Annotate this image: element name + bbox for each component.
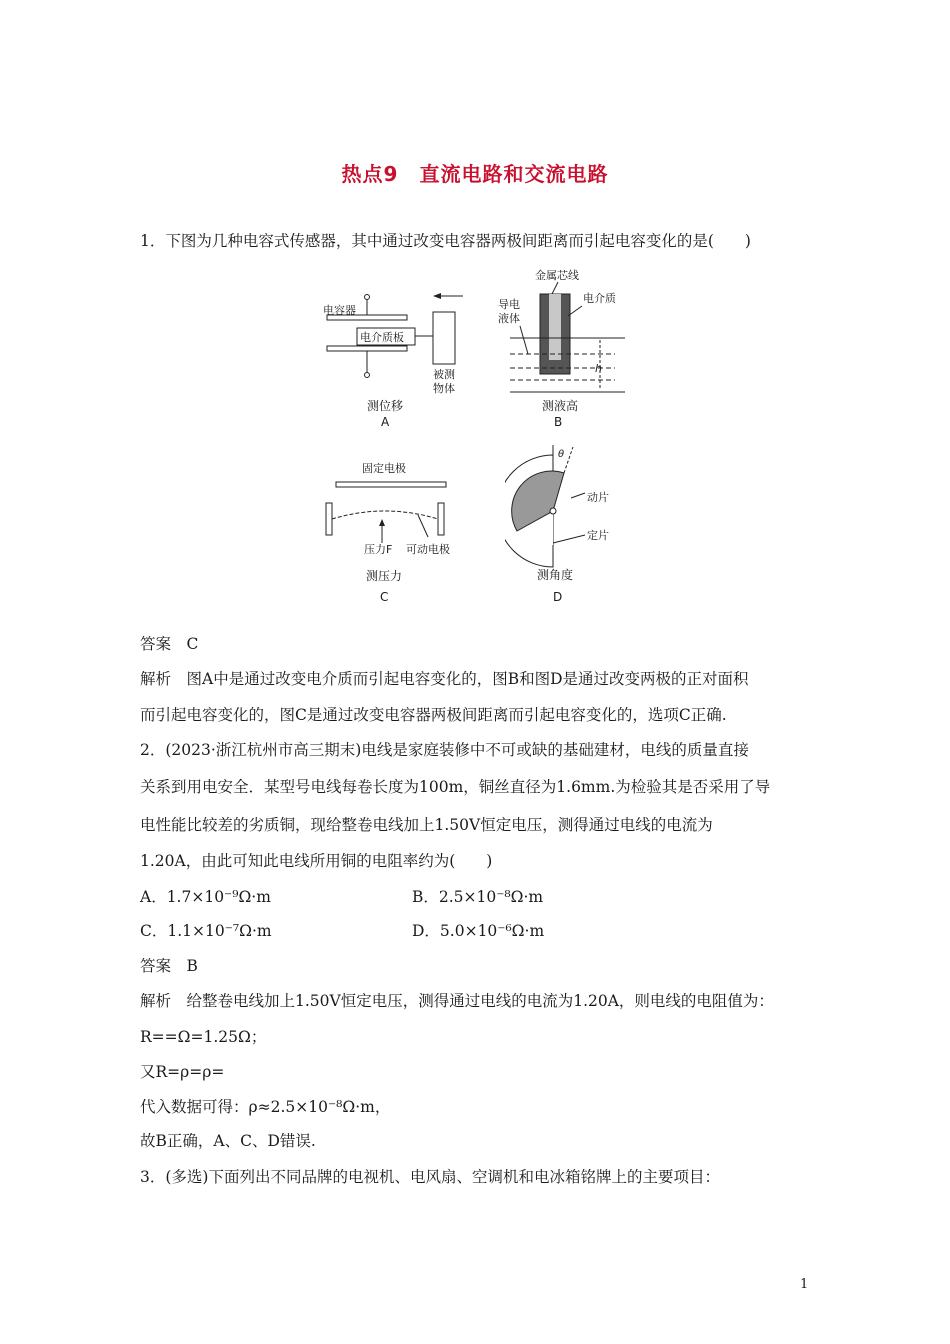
q2-stem-line-3: 电性能比较差的劣质铜，现给整卷电线加上1.50V恒定电压，测得通过电线的电流为	[140, 816, 713, 834]
fig-a-object-label-2: 物体	[433, 382, 455, 395]
fig-c-movable-label: 可动电极	[406, 543, 450, 556]
figure-c	[320, 455, 470, 605]
fig-d-fixed-label: 定片	[587, 529, 609, 542]
q2-option-a: A．1.7×10⁻⁹Ω·m	[140, 888, 271, 906]
q2-analysis-line-1: 解析 给整卷电线加上1.50V恒定电压，测得通过电线的电流为1.20A，则电线的电阻值为：	[140, 992, 774, 1010]
fig-d-caption: 测角度	[537, 568, 574, 582]
fig-b-h-label: h	[595, 362, 602, 375]
page-title: 热点9 直流电路和交流电路	[341, 162, 609, 186]
fig-b-liquid-label-2: 液体	[498, 312, 520, 325]
q2-option-c: C．1.1×10⁻⁷Ω·m	[140, 922, 272, 940]
q2-analysis-line-3: 又R=ρ=ρ=	[140, 1063, 225, 1081]
q2-option-d: D．5.0×10⁻⁶Ω·m	[412, 922, 545, 940]
q2-stem-line-1: 2．(2023·浙江杭州市高三期末)电线是家庭装修中不可或缺的基础建材，电线的质量直接	[140, 741, 749, 759]
fig-c-caption: 测压力	[366, 569, 403, 583]
q1-analysis-line-1: 解析 图A中是通过改变电介质而引起电容变化的，图B和图D是通过改变两极的正对面积	[140, 670, 749, 688]
q3-stem: 3．(多选)下面列出不同品牌的电视机、电风扇、空调机和电冰箱铭牌上的主要项目：	[140, 1168, 720, 1186]
page-number: 1	[800, 1277, 809, 1292]
q1-answer: 答案 C	[140, 635, 199, 653]
fig-b-core-label: 金属芯线	[535, 269, 579, 282]
fig-b-letter: B	[554, 415, 563, 429]
figure-a	[315, 285, 475, 430]
fig-c-letter: C	[380, 590, 389, 604]
q1-stem: 1．下图为几种电容式传感器，其中通过改变电容器两极间距离而引起电容变化的是( )	[140, 232, 751, 250]
fig-d-moving-label: 动片	[587, 491, 609, 504]
fig-d-letter: D	[553, 590, 563, 604]
fig-a-object-label-1: 被测	[433, 368, 455, 381]
q2-answer: 答案 B	[140, 957, 198, 975]
figure-d	[505, 443, 635, 605]
fig-b-dielectric-label: 电介质	[583, 292, 616, 305]
q2-analysis-line-5: 故B正确，A、C、D错误.	[140, 1132, 316, 1150]
q2-analysis-line-4: 代入数据可得：ρ≈2.5×10⁻⁸Ω·m，	[140, 1098, 391, 1116]
fig-a-caption: 测位移	[367, 399, 404, 413]
q1-analysis-line-2: 而引起电容变化的，图C是通过改变电容器两极间距离而引起电容变化的，选项C正确.	[140, 706, 727, 724]
figure-b	[490, 262, 640, 430]
fig-a-dielectric-label: 电介质板	[360, 331, 404, 344]
fig-a-letter: A	[381, 415, 390, 429]
fig-c-fixed-label: 固定电极	[362, 462, 406, 475]
q2-stem-line-2: 关系到用电安全．某型号电线每卷长度为100m，铜丝直径为1.6mm.为检验其是否采用了导	[140, 778, 771, 796]
q2-option-b: B．2.5×10⁻⁸Ω·m	[412, 888, 544, 906]
fig-b-caption: 测液高	[542, 399, 579, 413]
fig-a-capacitor-label: 电容器	[323, 304, 356, 317]
fig-c-force-label: 压力F	[364, 543, 393, 556]
fig-d-theta-label: θ	[558, 449, 565, 460]
q2-stem-line-4: 1.20A，由此可知此电线所用铜的电阻率约为( )	[140, 852, 493, 870]
fig-b-liquid-label-1: 导电	[498, 298, 520, 311]
q2-analysis-line-2: R==Ω=1.25Ω；	[140, 1028, 267, 1046]
